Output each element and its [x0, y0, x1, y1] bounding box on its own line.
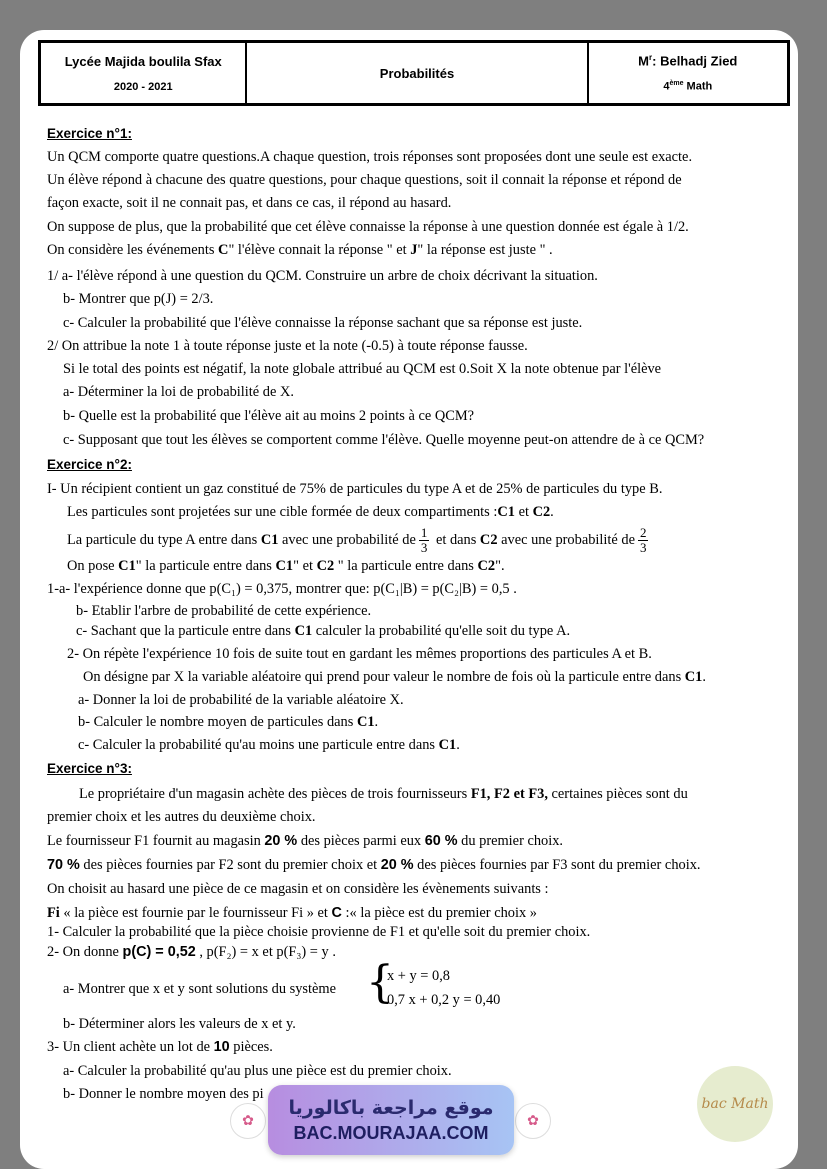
- ex3-line-1: Le propriétaire d'un magasin achète des pièces de trois fournisseurs F1, F2 et F3, certaines pièces sont du: [79, 786, 688, 802]
- school-name: Lycée Majida boulila Sfax: [64, 53, 222, 69]
- ex1-q2c: c- Supposant que tout les élèves se comportent comme l'élève. Quelle moyenne peut-on attendre de à ce QCM?: [63, 432, 705, 448]
- fraction-two-thirds: $\frac{2}{3}$: [639, 525, 647, 556]
- subject-title: Probabilités: [379, 65, 455, 81]
- ex1-q2b: b- Quelle est la probabilité que l'élève ait au moins 2 points à ce QCM?: [63, 408, 475, 424]
- ex1-line-5: On considère les événements C" l'élève connait la réponse " et J" la réponse est juste " .: [47, 242, 553, 258]
- ex2-q1c: c- Sachant que la particule entre dans C1 calculer la probabilité qu'elle soit du type A.: [76, 623, 571, 639]
- ex1-q1c: c- Calculer la probabilité que l'élève connaisse la réponse sachant que sa réponse est juste.: [63, 315, 583, 331]
- ex2-q2a: a- Donner la loi de probabilité de la variable aléatoire X.: [78, 692, 404, 708]
- ex3-q2: 2- On donne p(C) = 0,52 , p(F₂) = x et p(F₃) = y .: [47, 944, 336, 960]
- ex3-q1: 1- Calculer la probabilité que la pièce choisie provienne de F1 et qu'elle soit du premier choix.: [47, 924, 591, 940]
- header-school-cell: [40, 42, 246, 104]
- ex1-q1a: 1/ a- l'élève répond à une question du QCM. Construire un arbre de choix décrivant la situation.: [47, 268, 598, 284]
- ex2-q2-statement: On désigne par X la variable aléatoire qui prend pour valeur le nombre de fois où la particule entre dans C1.: [83, 669, 706, 685]
- system-equation-2: 0,7 x + 0,2 y = 0,40: [387, 992, 501, 1008]
- ex3-line-2: premier choix et les autres du deuxième choix.: [47, 809, 316, 825]
- system-equation-1: x + y = 0,8: [387, 968, 451, 984]
- header-teacher-cell: [588, 42, 788, 104]
- left-logo-icon: ✿: [230, 1103, 266, 1139]
- ex3-line-5: On choisit au hasard une pièce de ce magasin et on considère les évènements suivants :: [47, 881, 549, 897]
- document-header: [38, 40, 790, 106]
- ex3-q2b: b- Déterminer alors les valeurs de x et y.: [63, 1016, 296, 1032]
- teacher-name: $M^r$: Belhadj Zied: [638, 53, 738, 69]
- ex2-q1a: 1-a- l'expérience donne que p(C₁) = 0,375, montrer que: p(C₁|B) = p(C₂|B) = 0,5 .: [47, 581, 517, 597]
- ex1-line-4: On suppose de plus, que la probabilité que cet élève connaisse la réponse à une question donnée est égale à 1/2.: [47, 219, 689, 235]
- ex1-q1b: b- Montrer que p(J) = 2/3.: [63, 291, 214, 307]
- ex2-line-1: I- Un récipient contient un gaz constitué de 75% de particules du type A et de 25% de particules du type B.: [47, 481, 663, 497]
- ex1-line-1: Un QCM comporte quatre questions.A chaque question, trois réponses sont proposées dont une seule est exacte.: [47, 149, 693, 165]
- class-level: 4ème Math: [663, 80, 713, 93]
- site-watermark-banner[interactable]: [268, 1085, 514, 1155]
- system-brace: {: [366, 957, 394, 1008]
- ex2-q2: 2- On répète l'expérience 10 fois de suite tout en gardant les mêmes proportions des particules A et B.: [67, 646, 652, 662]
- watermark-url: BAC.MOURAJAA.COM: [293, 1122, 489, 1143]
- exercise-3-title: Exercice n°3:: [47, 761, 132, 776]
- right-logo-icon: ✿: [515, 1103, 551, 1139]
- ex1-line-3: façon exacte, soit il ne connait pas, et dans ce cas, il répond au hasard.: [47, 195, 452, 211]
- ex2-line-2: Les particules sont projetées sur une cible formée de deux compartiments :C1 et C2.: [67, 504, 554, 520]
- ex1-q2: 2/ On attribue la note 1 à toute réponse juste et la note (-0.5) à toute réponse fausse.: [47, 338, 528, 354]
- ex3-line-6: Fi « la pièce est fournie par le fournisseur Fi » et C :« la pièce est du premier choix »: [47, 905, 537, 921]
- ex1-line-2: Un élève répond à chacune des quatre questions, pour chaque questions, soit il connait la réponse et répond de: [47, 172, 682, 188]
- exercise-1-title: Exercice n°1:: [47, 126, 132, 141]
- ex2-q1b: b- Etablir l'arbre de probabilité de cette expérience.: [76, 603, 372, 619]
- ex1-q2a: a- Déterminer la loi de probabilité de X.: [63, 384, 294, 400]
- ex3-q3a: a- Calculer la probabilité qu'au plus une pièce est du premier choix.: [63, 1063, 452, 1079]
- ex1-q2-statement: Si le total des points est négatif, la note globale attribué au QCM est 0.Soit X la note obtenue par l'élève: [63, 361, 662, 377]
- ex2-q2c: c- Calculer la probabilité qu'au moins une particule entre dans C1.: [78, 737, 460, 753]
- header-subject-cell: [246, 42, 587, 104]
- school-year: 2020 - 2021: [113, 80, 173, 93]
- ex3-line-3: Le fournisseur F1 fournit au magasin 20 % des pièces parmi eux 60 % du premier choix.: [47, 833, 564, 849]
- fraction-one-third: $\frac{1}{3}$: [420, 525, 428, 556]
- ex3-q3b: b- Donner le nombre moyen des pi: [63, 1086, 264, 1102]
- bacmath-logo: bac Math: [697, 1066, 773, 1142]
- watermark-arabic-text: موقع مراجعة باكالوريا: [288, 1096, 494, 1119]
- ex3-line-4: 70 % des pièces fournies par F2 sont du premier choix et 20 % des pièces fournies par F3 sont du premier choix.: [47, 857, 701, 873]
- ex3-q3: 3- Un client achète un lot de 10 pièces.: [47, 1039, 273, 1055]
- ex2-line-4: On pose C1" la particule entre dans C1" et C2 " la particule entre dans C2".: [67, 558, 505, 574]
- ex2-line-3: La particule du type A entre dans C1 avec une probabilité de $\frac{1}{3}$ et dans C2 avec une probabilité de $\frac{2}{3}$: [67, 525, 647, 556]
- ex2-q2b: b- Calculer le nombre moyen de particules dans C1.: [78, 714, 379, 730]
- ex3-q2a: a- Montrer que x et y sont solutions du système: [63, 981, 336, 997]
- exercise-2-title: Exercice n°2:: [47, 457, 132, 472]
